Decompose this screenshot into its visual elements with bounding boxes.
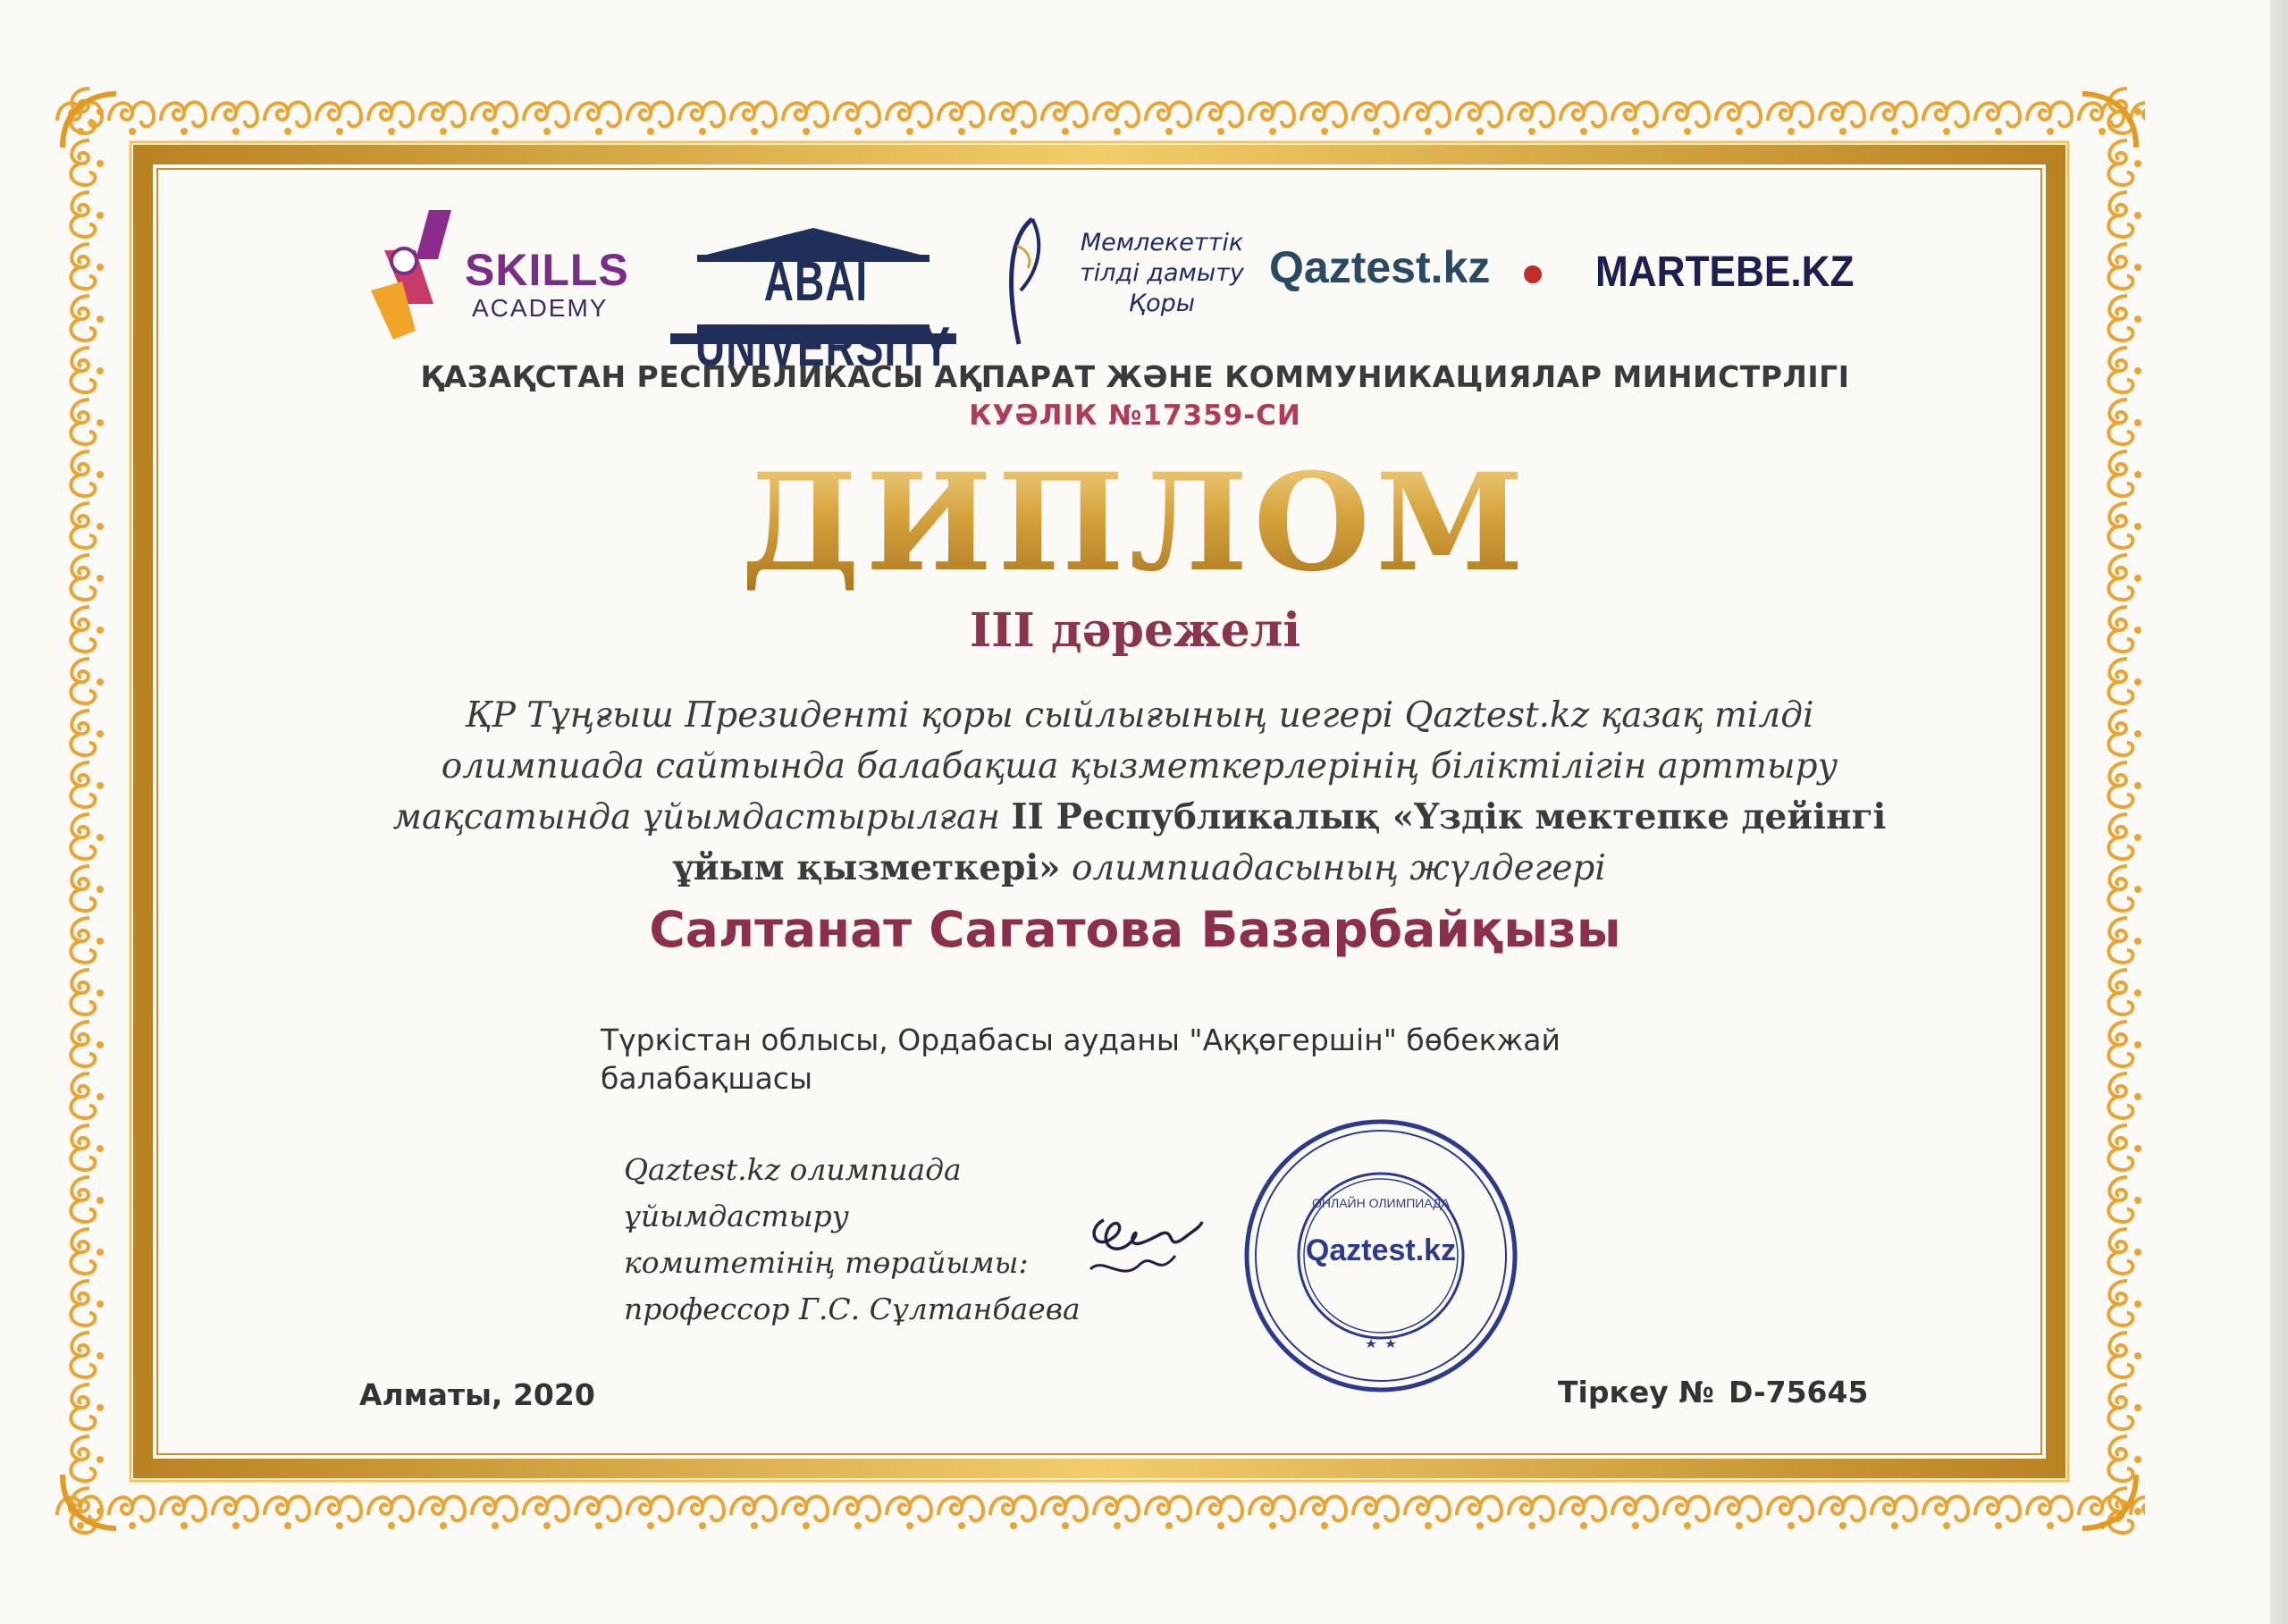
- skills-academy-subtitle: ACADEMY: [472, 294, 609, 322]
- stamp-caption: ОНЛАЙН ОЛИМПИАДА: [1312, 1196, 1450, 1210]
- degree-level: III дәрежелі: [969, 603, 1301, 658]
- skills-academy-emblem-icon: [366, 206, 465, 349]
- qaztest-dot-icon: [1521, 263, 1544, 286]
- state-language-fund-logo: [992, 210, 1260, 353]
- recipient-name: Салтанат Сагатова Базарбайқызы: [649, 901, 1621, 958]
- stamp-brand: Qaztest.kz: [1305, 1233, 1457, 1267]
- diploma-title: ДИПЛОМ: [0, 447, 2270, 599]
- state-language-fund-text: Мемлекеттік тілді дамыту Қоры: [1080, 229, 1244, 317]
- signature: [1077, 1202, 1211, 1292]
- registration-number: D-75645: [1728, 1375, 1869, 1409]
- registration-label: Тіркеу №: [1558, 1375, 1714, 1409]
- abai-university-wordmark: ABAI UNIVERSITY: [695, 249, 952, 378]
- official-stamp: [1233, 1108, 1528, 1403]
- award-description-part1: ҚР Тұңғыш Президенті қоры сыйлығының иегері Qaztest.kz қазақ тілді олимпиада сайтында балабақша қызметкерлерінің біліктілігін арттыру мақсатында ұйымдастырылған: [392, 695, 1838, 837]
- award-description-part2: олимпиадасының жүлдегері: [1060, 848, 1606, 888]
- feather-icon: [992, 210, 1055, 353]
- skills-academy-logo: [366, 201, 629, 353]
- committee-line-3: профессор Г.С. Сұлтанбаева: [624, 1292, 1081, 1326]
- qaztest-logo: [1269, 241, 1555, 304]
- award-description: [375, 690, 1904, 894]
- license-number: КУӘЛІК №17359-СИ: [969, 400, 1301, 432]
- recipient-organization: Түркістан облысы, Ордабасы ауданы "Аққөгершін" бөбекжай балабақшасы: [601, 1022, 1560, 1096]
- page-edge: [2270, 0, 2288, 1624]
- city-year: Алматы, 2020: [359, 1377, 595, 1412]
- committee-line-1: Qaztest.kz олимпиада ұйымдастыру: [624, 1152, 962, 1233]
- abai-university-logo: [670, 219, 956, 378]
- qaztest-wordmark: Qaztest.kz: [1269, 242, 1491, 292]
- award-description-olympiad: II Республикалық «Үздік мектепке дейінгі ұйым қызметкері»: [673, 796, 1887, 888]
- committee-line-2: комитетінің төрайымы:: [624, 1245, 1029, 1280]
- martebe-logo: MARTEBE.KZ: [1595, 248, 1855, 296]
- skills-academy-wordmark: SKILLS: [465, 245, 629, 295]
- registration: [1558, 1375, 1868, 1409]
- ministry-heading: ҚАЗАҚСТАН РЕСПУБЛИКАСЫ АҚПАРАТ ЖӘНЕ КОММУНИКАЦИЯЛАР МИНИСТРЛІГІ: [420, 359, 1850, 394]
